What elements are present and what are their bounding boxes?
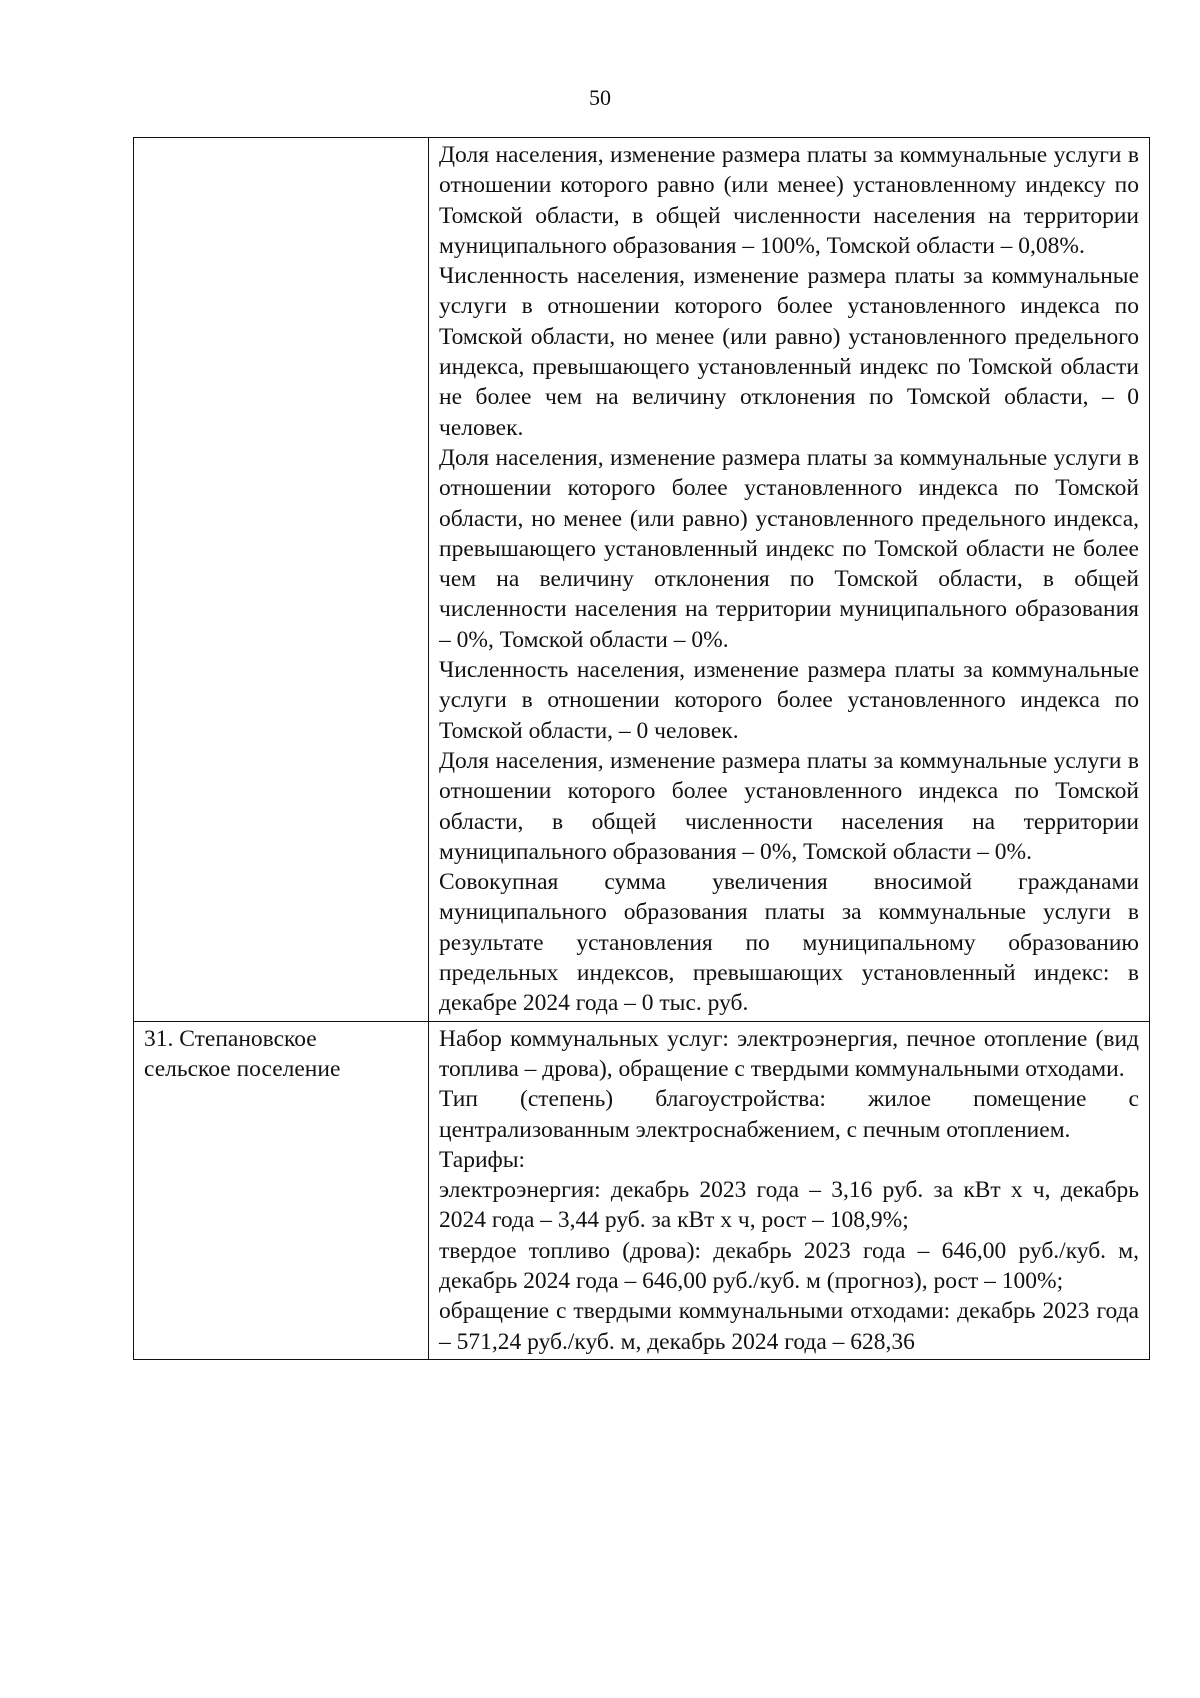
paragraph-share-above-index: Доля населения, изменение размера платы за коммунальные услуги в отношении которого более установленного индекса по Томской области, в общей численности населения на территории муниципального образования – 0%, Томской области – 0%. bbox=[439, 747, 1139, 865]
paragraph-improvement-type: Тип (степень) благоустройства: жилое помещение с централизованным электроснабжением, с печным отоплением. bbox=[439, 1086, 1139, 1143]
municipality-cell bbox=[134, 138, 429, 1022]
municipality-name-line: сельское поселение bbox=[144, 1055, 341, 1082]
paragraph-services-set: Набор коммунальных услуг: электроэнергия, печное отопление (вид топлива – дрова), обращение с твердыми коммунальными отходами. bbox=[439, 1025, 1139, 1082]
paragraph-share-within-limit: Доля населения, изменение размера платы за коммунальные услуги в отношении которого более установленного индекса по Томской области, но менее (или равно) установленного предельного индекса, превышающего установленный индекс по Томской области не более чем на величину отклонения по Томской области, в общей численности населения на территории муниципального образования – 0%, Томской области – 0%. bbox=[439, 444, 1139, 653]
municipality-cell bbox=[134, 1021, 429, 1359]
paragraph-tariff-electricity: электроэнергия: декабрь 2023 года – 3,16 руб. за кВт х ч, декабрь 2024 года – 3,44 руб. за кВт х ч, рост – 108,9%; bbox=[439, 1177, 1139, 1234]
paragraph-count-within-limit: Численность населения, изменение размера платы за коммунальные услуги в отношении которого более установленного индекса по Томской области, но менее (или равно) установленного предельного индекса, превышающего установленный индекс по Томской области не более чем на величину отклонения по Томской области, – 0 человек. bbox=[439, 263, 1139, 441]
paragraph-tariff-waste: обращение с твердыми коммунальными отходами: декабрь 2023 года – 571,24 руб./куб. м, декабрь 2024 года – 628,36 bbox=[439, 1298, 1139, 1355]
paragraph-count-above-index: Численность населения, изменение размера платы за коммунальные услуги в отношении которого более установленного индекса по Томской области, – 0 человек. bbox=[439, 657, 1139, 744]
municipal-table bbox=[133, 137, 1150, 1360]
table-row bbox=[134, 138, 1150, 1022]
paragraph-tariff-firewood: твердое топливо (дрова): декабрь 2023 года – 646,00 руб./куб. м, декабрь 2024 года – 646,00 руб./куб. м (прогноз), рост – 100%; bbox=[439, 1237, 1139, 1294]
paragraph-tariffs-heading: Тарифы: bbox=[439, 1146, 526, 1173]
description-cell bbox=[429, 138, 1150, 1022]
municipality-name-line: 31. Степановское bbox=[144, 1025, 317, 1052]
paragraph-share-equal-index: Доля населения, изменение размера платы за коммунальные услуги в отношении которого равно (или менее) установленному индексу по Томской области, в общей численности населения на территории муниципального образования – 100%, Томской области – 0,08%. bbox=[439, 142, 1139, 259]
paragraph-total-increase: Совокупная сумма увеличения вносимой гражданами муниципального образования платы за коммунальные услуги в результате установления по муниципальному образованию предельных индексов, превышающих установленный индекс: в декабре 2024 года – 0 тыс. руб. bbox=[439, 869, 1139, 1017]
table-row bbox=[134, 1021, 1150, 1359]
page-number: 50 bbox=[589, 85, 611, 110]
description-cell bbox=[429, 1021, 1150, 1359]
